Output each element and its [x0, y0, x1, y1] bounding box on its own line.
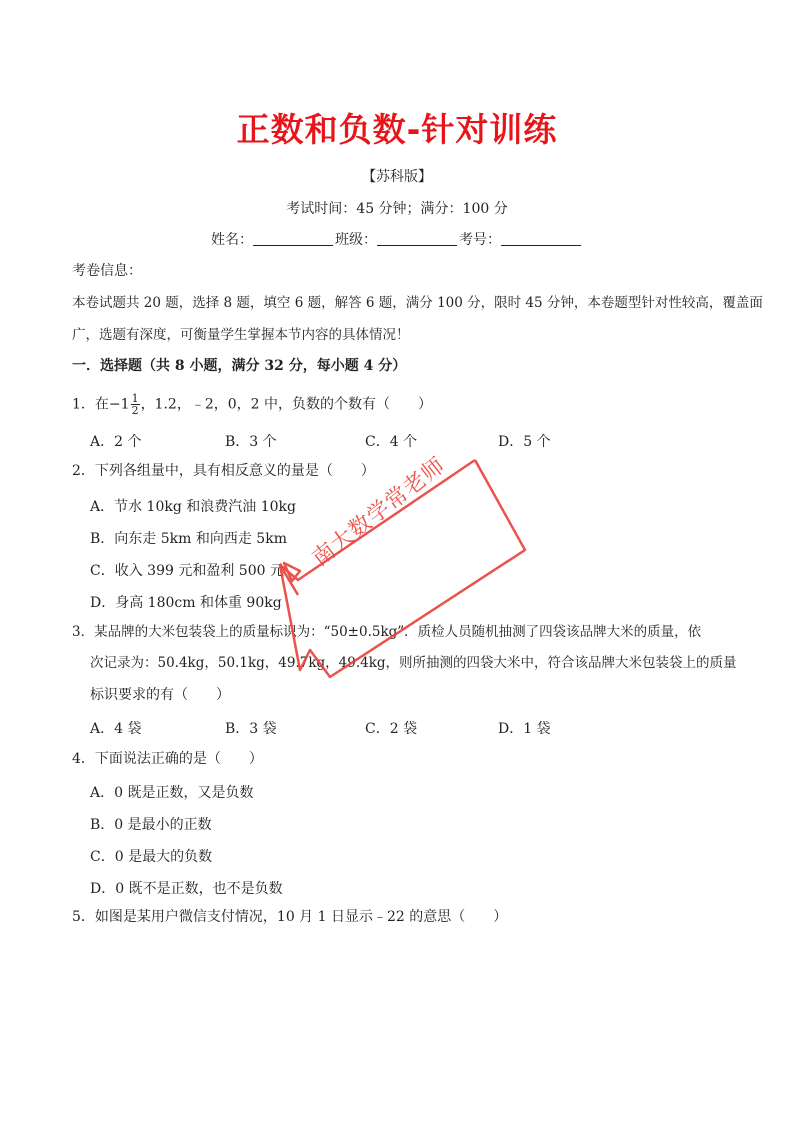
number-label: 考号：	[459, 232, 501, 248]
info-line-1: 本卷试题共 20 题，选择 8 题，填空 6 题，解答 6 题，满分 100 分，限时 45 分钟，本卷题型针对性较高，覆盖面	[72, 295, 763, 311]
question-4: 4．下面说法正确的是（ ）	[72, 751, 263, 767]
q3-option-b[interactable]: B．3 袋	[225, 721, 277, 737]
q1-option-a[interactable]: A．2 个	[90, 434, 142, 450]
question-5: 5．如图是某用户微信支付情况，10 月 1 日显示﹣22 的意思（ ）	[72, 909, 508, 925]
q1-prefix: 1．在	[72, 396, 109, 413]
q4-option-b[interactable]: B．0 是最小的正数	[90, 817, 212, 833]
student-fields	[0, 229, 794, 249]
class-label: 班级：	[335, 232, 377, 248]
class-blank[interactable]	[377, 231, 457, 246]
q3-option-d[interactable]: D．1 袋	[498, 721, 551, 737]
q1-option-d[interactable]: D．5 个	[498, 434, 551, 450]
number-blank[interactable]	[501, 231, 581, 246]
q1-frac-den: 2	[131, 404, 139, 417]
question-3-line-1: 3．某品牌的大米包装袋上的质量标识为：“50±0.5kg”．质检人员随机抽测了四袋该品牌大米的质量，依	[72, 624, 702, 640]
question-3-line-2: 次记录为：50.4kg，50.1kg，49.7kg，49.4kg，则所抽测的四袋大米中，符合该品牌大米包装袋上的质量	[90, 655, 737, 671]
q1-mixed-whole: −1	[108, 396, 130, 413]
q1-option-c[interactable]: C．4 个	[365, 434, 418, 450]
q1-rest: ，1.2，﹣2，0，2 中，负数的个数有（ ）	[140, 396, 432, 413]
q1-fraction	[131, 393, 140, 416]
q2-option-c[interactable]: C．收入 399 元和盈利 500 元	[90, 563, 284, 579]
question-3-line-3: 标识要求的有（ ）	[90, 687, 230, 703]
question-2: 2．下列各组量中，具有相反意义的量是（ ）	[72, 463, 375, 479]
section-title: 一．选择题（共 8 小题，满分 32 分，每小题 4 分）	[72, 358, 407, 374]
edition-label: 【苏科版】	[362, 169, 432, 185]
name-label: 姓名：	[211, 232, 253, 248]
q3-option-a[interactable]: A．4 袋	[90, 721, 142, 737]
watermark-text: 南大数学常老师	[308, 452, 451, 572]
info-heading: 考卷信息：	[72, 263, 142, 279]
q1-option-b[interactable]: B．3 个	[225, 434, 277, 450]
q4-option-a[interactable]: A．0 既是正数，又是负数	[90, 785, 254, 801]
q2-option-d[interactable]: D．身高 180cm 和体重 90kg	[90, 595, 282, 611]
q2-option-b[interactable]: B．向东走 5km 和向西走 5km	[90, 531, 287, 547]
info-line-2: 广，选题有深度，可衡量学生掌握本节内容的具体情况！	[72, 327, 410, 343]
q4-option-d[interactable]: D．0 既不是正数，也不是负数	[90, 881, 283, 897]
q2-option-a[interactable]: A．节水 10kg 和浪费汽油 10kg	[90, 499, 296, 515]
page-title: 正数和负数-针对训练	[236, 110, 558, 149]
q3-option-c[interactable]: C．2 袋	[365, 721, 418, 737]
q1-frac-num: 1	[131, 392, 139, 405]
exam-time: 考试时间：45 分钟；满分：100 分	[286, 201, 508, 217]
q4-option-c[interactable]: C．0 是最大的负数	[90, 849, 213, 865]
question-1	[72, 393, 432, 416]
name-blank[interactable]	[253, 231, 333, 246]
